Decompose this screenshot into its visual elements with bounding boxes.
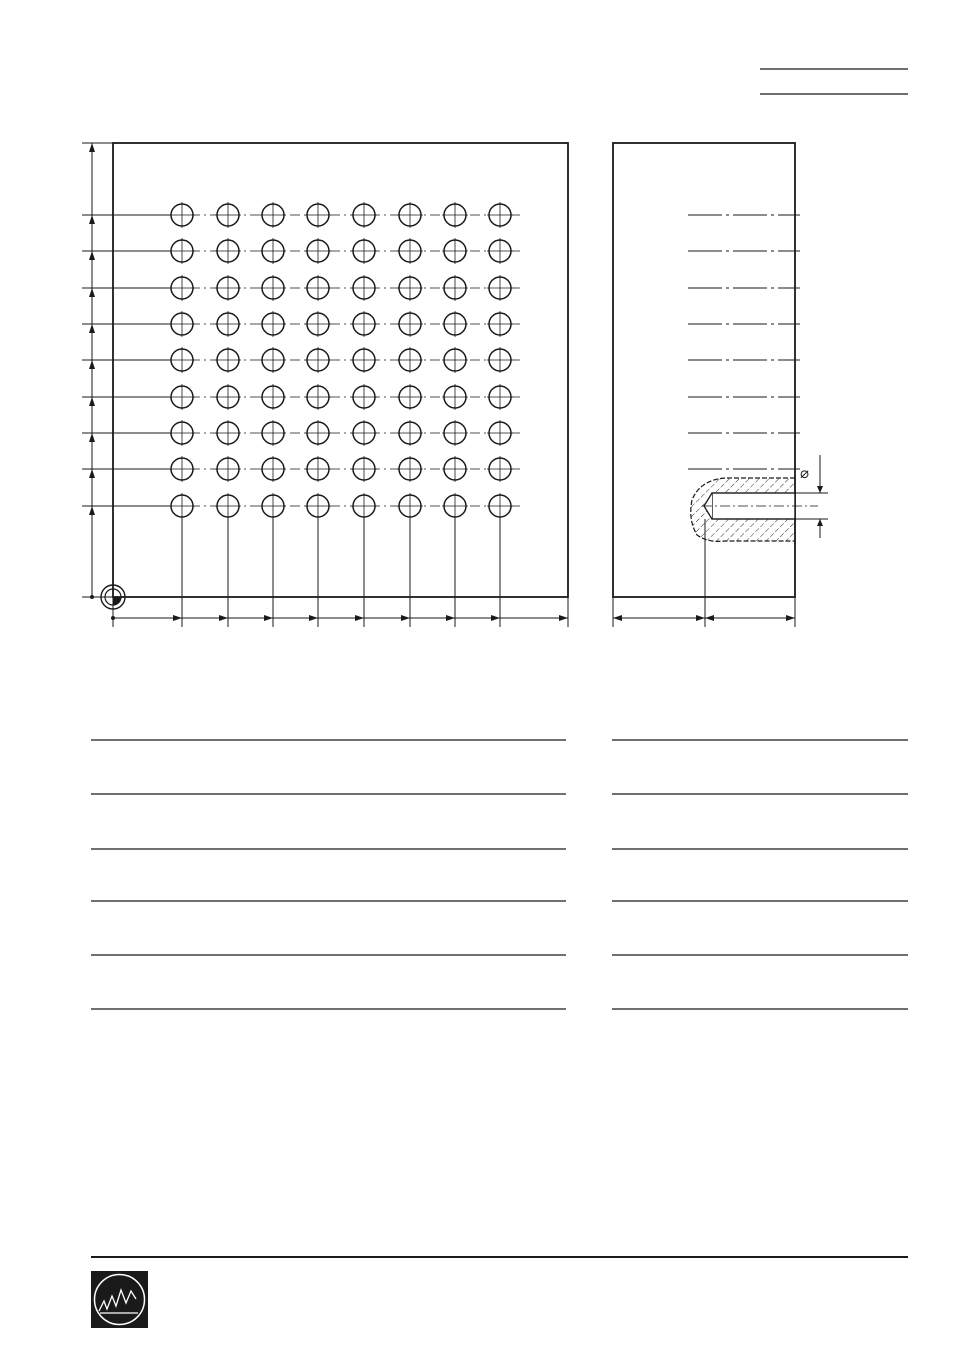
arrow-y xyxy=(89,433,95,442)
arrow-y xyxy=(89,215,95,224)
arrow-x xyxy=(355,615,364,621)
arrow-y xyxy=(89,324,95,333)
specification-tables xyxy=(91,740,908,1009)
arrow-y xyxy=(89,360,95,369)
logo-emblem xyxy=(91,1271,148,1328)
arrow-x xyxy=(264,615,273,621)
arrow-x xyxy=(446,615,455,621)
arrow-y xyxy=(89,143,95,152)
horizontal-dimension-chain xyxy=(90,595,568,627)
arrow-y xyxy=(89,397,95,406)
arrow-x xyxy=(219,615,228,621)
arrow-x xyxy=(173,615,182,621)
arrow-y xyxy=(89,506,95,515)
arrow-y xyxy=(89,469,95,478)
arrow-x xyxy=(309,615,318,621)
arrow-x xyxy=(559,615,568,621)
header-lines xyxy=(760,69,908,94)
arrow-y xyxy=(89,288,95,297)
dim-origin-dot xyxy=(90,595,94,599)
datum-origin-symbol xyxy=(101,585,125,609)
side-view xyxy=(613,143,828,627)
side-centerlines xyxy=(688,215,800,469)
diameter-symbol: ⌀ xyxy=(800,464,810,482)
arrow-x xyxy=(401,615,410,621)
dim-origin-dot xyxy=(111,616,115,620)
hole-grid xyxy=(150,202,520,627)
front-view xyxy=(82,143,568,627)
bore-section xyxy=(691,478,818,541)
arrow-x xyxy=(491,615,500,621)
arrow-y xyxy=(89,251,95,260)
vertical-dimension-chain xyxy=(82,143,170,597)
